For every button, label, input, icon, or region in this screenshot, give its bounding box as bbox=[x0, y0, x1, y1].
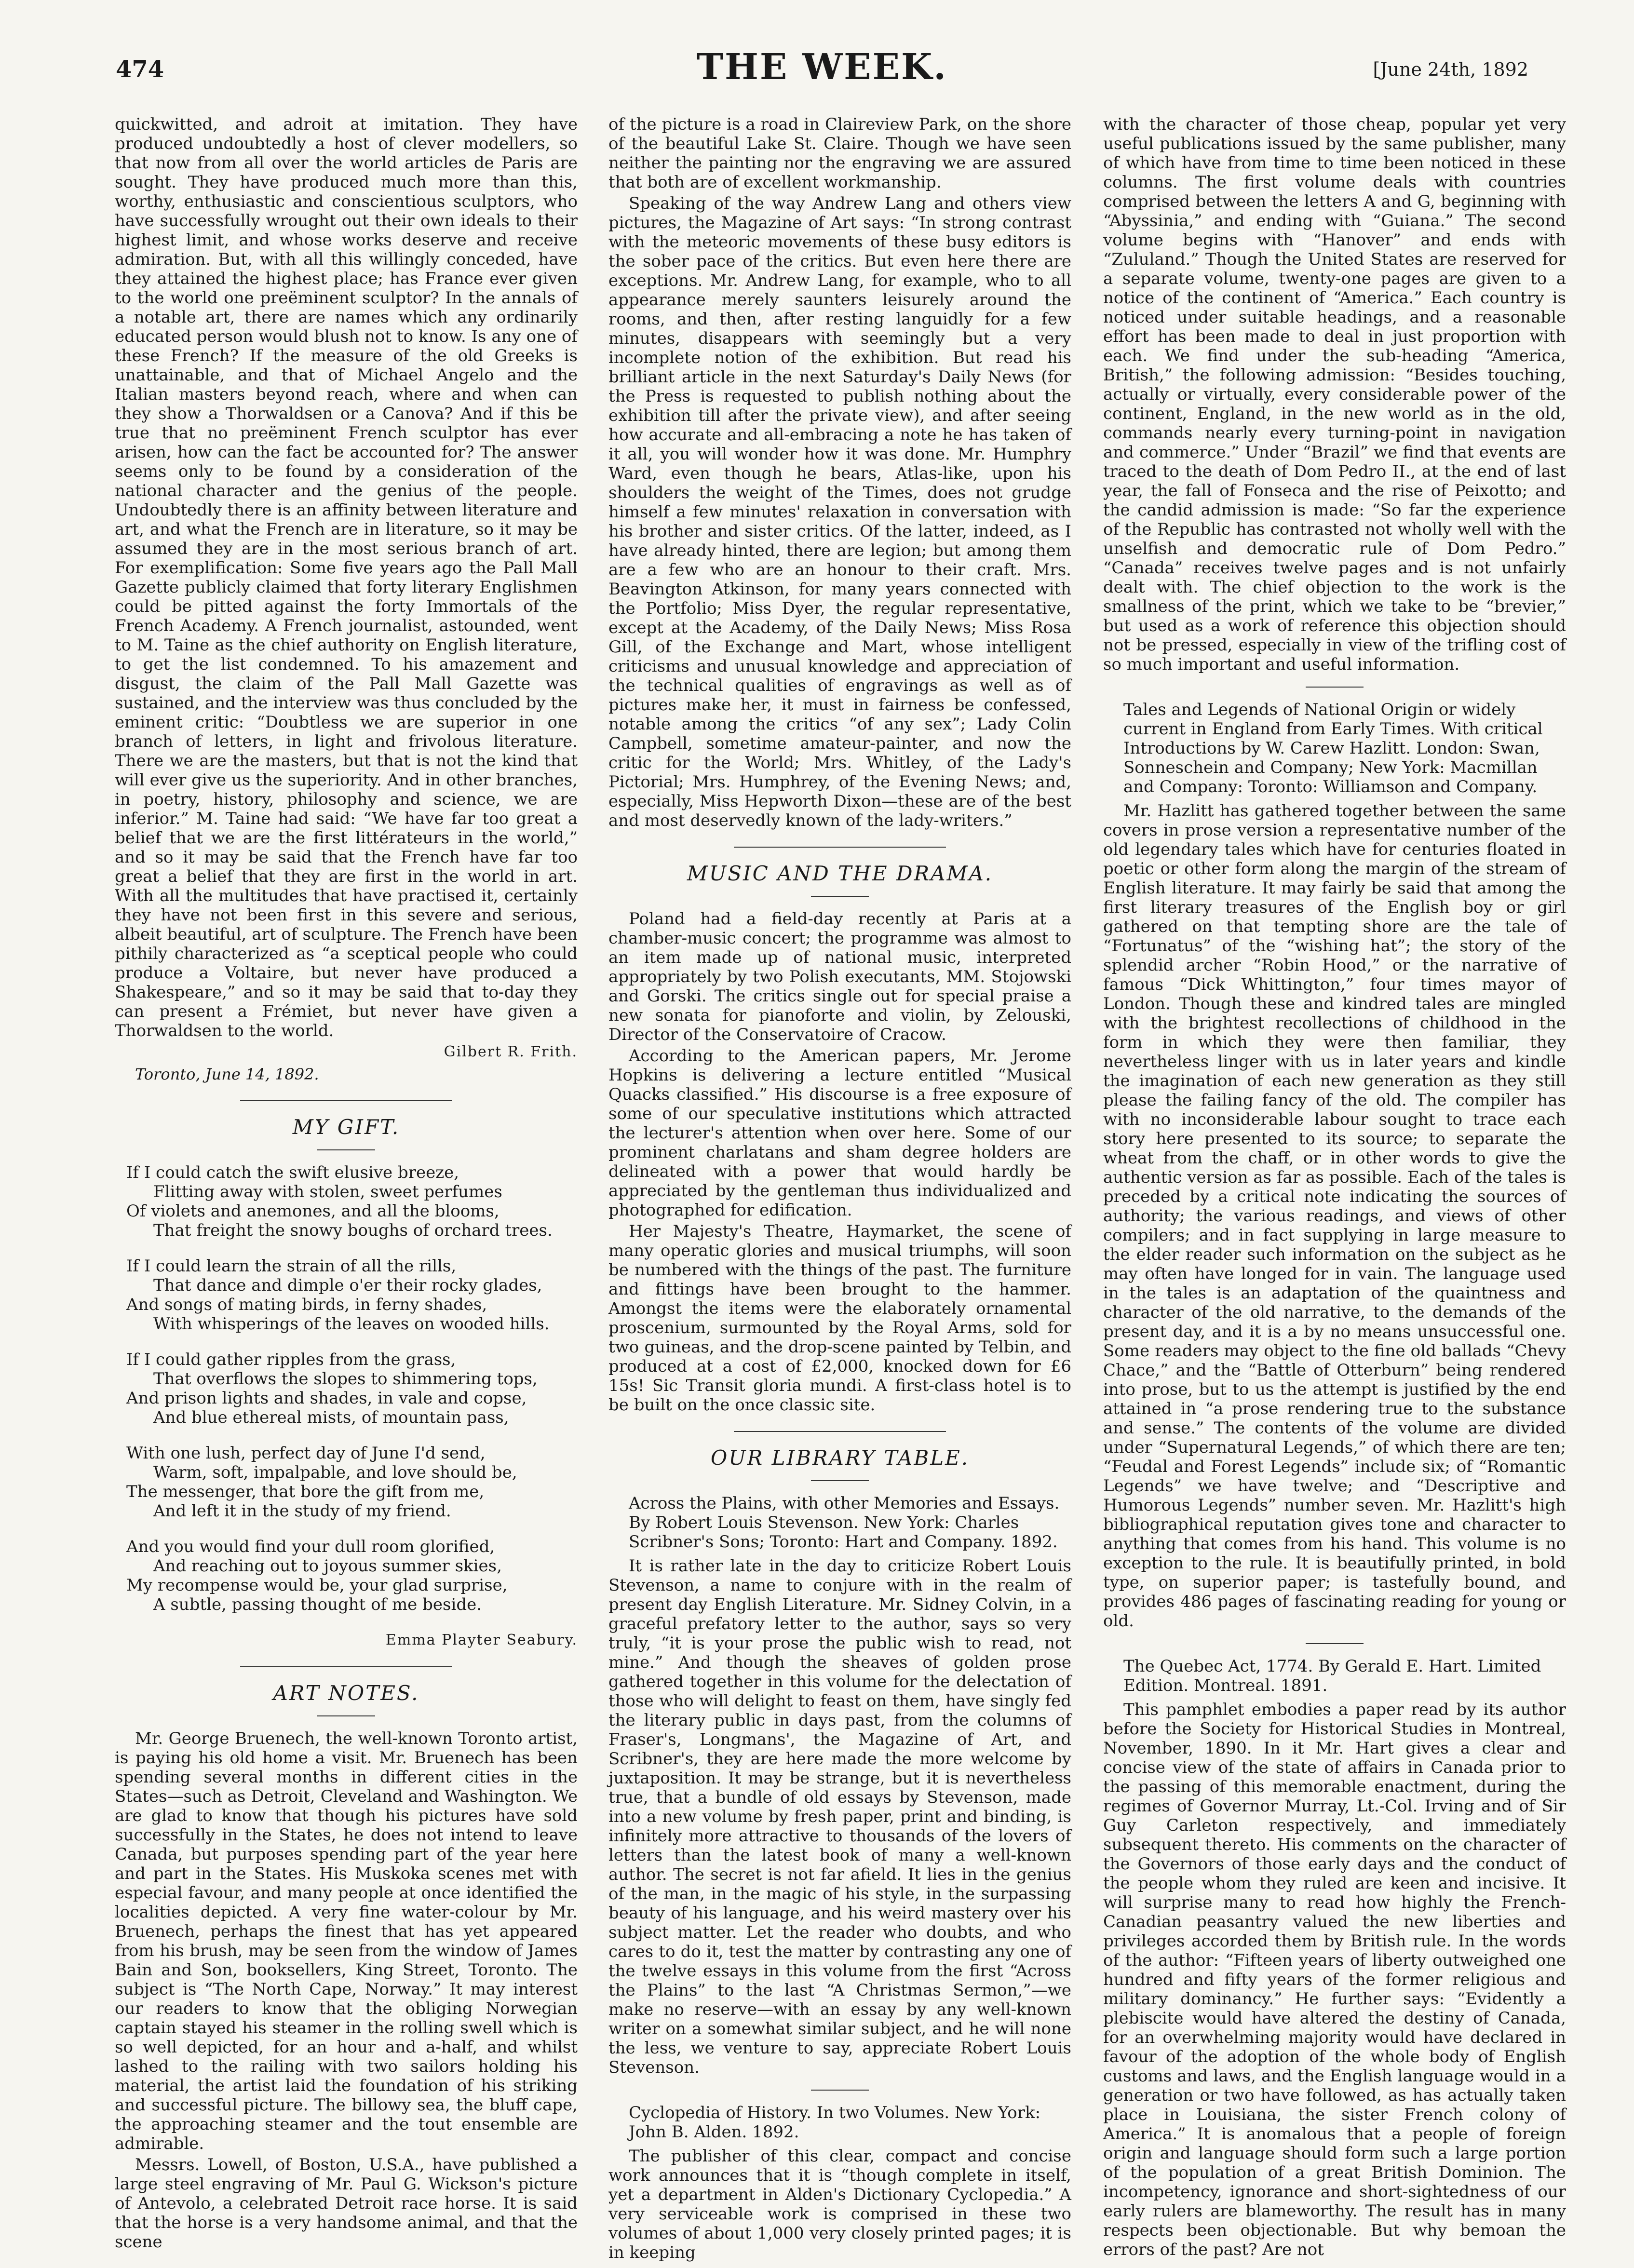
dateline: Toronto, June 14, 1892. bbox=[135, 1065, 319, 1083]
book-title: Across the Plains, with other Memories and Essays. bbox=[629, 1494, 1060, 1513]
verse-line: Flitting away with stolen, sweet perfumes bbox=[153, 1182, 502, 1202]
divider bbox=[1306, 687, 1364, 688]
verse-line: If I could gather ripples from the grass, bbox=[126, 1350, 456, 1369]
divider bbox=[317, 1149, 375, 1150]
column-1 bbox=[115, 115, 578, 2252]
column-2 bbox=[608, 115, 1071, 2262]
book-details: By Robert Louis Stevenson. New York: Charles Scribner's Sons; Toronto: Hart and Company. 1892. bbox=[629, 1513, 1058, 1552]
verse-line: And you would find your dull room glorified, bbox=[126, 1537, 495, 1556]
paragraph: of the picture is a road in Claireview Park, on the shore of the beautiful Lake St. Claire. Though we have seen neither the painting nor the engraving we are assured that both are of excellent workmanship. bbox=[608, 115, 1071, 192]
paragraph: Mr. George Bruenech, the well-known Toronto artist, is paying his old home a visit. Mr. Bruenech has been spending several months in different cities in the States—such as Detroit, Cleveland and Washington. We are glad to know that though his pictures have sold successfully in the States, he does not intend to leave Canada, but purposes spending part of the year here and part in the States. His Muskoka scenes met with especial favour, and many people at once identified the localities depicted. A very fine water-colour by Mr. Bruenech, perhaps the finest that has yet appeared from his brush, may be seen from the window of James Bain and Son, booksellers, King Street, Toronto. The subject is “The North Cape, Norway.” It may interest our readers to know that the obliging Norwegian captain stayed his steamer in the rolling swell which is so well depicted, for an hour and a-half, and whilst lashed to the railing with two sailors holding his material, the artist laid the foundation of his striking and successful picture. The billowy sea, the bluff cape, the approaching steamer and the tout ensemble are admirable. bbox=[115, 1729, 578, 2153]
stanza bbox=[126, 1350, 578, 1427]
stanza bbox=[126, 1163, 578, 1240]
stanza bbox=[126, 1537, 578, 1614]
book-details: With critical Introductions by W. Carew Hazlitt. London: Swan, Sonneschein and Company; New York: Macmillan and Company: Toronto: Williamson and Company. bbox=[1123, 719, 1543, 796]
book-details: By Gerald E. Hart. Limited Edition. Montreal. 1891. bbox=[1123, 1657, 1541, 1695]
poem-title: MY GIFT. bbox=[292, 1115, 400, 1139]
divider bbox=[317, 1715, 375, 1716]
verse-line: And reaching out to joyous summer skies, bbox=[153, 1556, 502, 1576]
book-citation bbox=[1103, 700, 1566, 796]
stanza bbox=[126, 1444, 578, 1521]
verse-line: That overflows the slopes to shimmering tops, bbox=[153, 1369, 538, 1389]
book-citation bbox=[608, 1494, 1071, 1552]
paragraph: Her Majesty's Theatre, Haymarket, the scene of many operatic glories and musical triumphs, will soon be numbered with the things of the past. The furniture and fittings have been brought to the hammer. Amongst the items were the elaborately ornamental proscenium, surmounted by the Royal Arms, sold for two guineas, and the drop-scene painted by Telbin, and produced at a cost of £2,000, knocked down for £6 15s! Sic Transit gloria mundi. A first-class hotel is to be built on the once classic site. bbox=[608, 1222, 1071, 1415]
review-paragraph: It is rather late in the day to criticize Robert Louis Stevenson, a name to conjure with in the realm of present day English Literature. Mr. Sidney Colvin, in a graceful prefatory letter to the author, says so very truly, “it is your prose the public wish to read, not mine.” And though the sheaves of golden prose gathered together in this volume for the delectation of those who will delight to feast on them, have singly fed the literary public in days past, from the columns of Fraser's, Longmans', the Magazine of Art, and Scribner's, they are here made the more welcome by juxtaposition. It may be strange, but it is nevertheless true, that a bundle of old essays by Stevenson, made into a new volume by fresh paper, print and binding, is infinitely more attractive to thousands of the lovers of letters than the latest book of many a well-known author. The secret is not far afield. It lies in the genius of the man, in the magic of his style, in the surpassing beauty of his language, and his weird mastery over his subject matter. Let the reader who doubts, and who cares to do it, test the matter by contrasting any one of the twelve essays in this volume from the first “Across the Plains” to the last “A Christmas Sermon,”—we make no reserve—with an essay by any well-known writer on a somewhat similar subject, and he will none the less, we venture to say, appreciate Robert Louis Stevenson. bbox=[608, 1556, 1071, 2077]
book-citation bbox=[1103, 1657, 1566, 1695]
review-paragraph: This pamphlet embodies a paper read by its author before the Society for Historical Studies in Montreal, November, 1890. In it Mr. Hart gives a clear and concise view of the state of affairs in Canada prior to the passing of this memorable enactment, during the regimes of Governor Murray, Lt.-Col. Irving and of Sir Guy Carleton respectively, and immediately subsequent thereto. His comments on the character of the Governors of those early days and the conduct of the people whom they ruled are keen and incisive. It will surprise many to read how highly the French-Canadian peasantry valued the new liberties and privileges accorded them by British rule. In the words of the author: “Fifteen years of liberty outweighed one hundred and fifty years of the former religious and military dominancy.” He further says: “Evidently a plebiscite would have altered the destiny of Canada, for an overwhelming majority would have declared in favour of the adoption of the whole body of English customs and laws, and the English language would in a generation or two have followed, as has actually taken place in Louisiana, the sister French colony of America.” It is anomalous that a people of foreign origin and language should form such a large portion of the population of a great British Dominion. The incompetency, ignorance and short-sightedness of our early rulers are blameworthy. The result has in many respects been objectionable. But why bemoan the errors of the past? Are not bbox=[1103, 1700, 1566, 2259]
review-paragraph: The publisher of this clear, compact and concise work announces that it is “though complete in itself, yet a department in Alden's Dictionary Cyclopedia.” A very serviceable work is comprised in these two volumes of about 1,000 very closely printed pages; it is in keeping bbox=[608, 2146, 1071, 2262]
paragraph: Speaking of the way Andrew Lang and others view pictures, the Magazine of Art says: “In strong contrast with the meteoric movements of these busy editors is the sober pace of the critics. But even here there are exceptions. Mr. Andrew Lang, for example, who to all appearance merely saunters leisurely around the rooms, and then, after resting languidly for a few minutes, disappears with seemingly but a very incomplete notion of the exhibition. But read his brilliant article in the next Saturday's Daily News (for the Press is requested to publish nothing about the exhibition till after the private view), and after seeing how accurate and all-embracing a note he has taken of it all, you will wonder how it was done. Mr. Humphry Ward, even though he bears, Atlas-like, upon his shoulders the weight of the Times, does not grudge himself a few minutes' relaxation in conversation with his brother and sister critics. Of the latter, indeed, as I have already hinted, there are legion; but among them are a few who are an honour to their craft. Mrs. Beavington Atkinson, for many years connected with the Portfolio; Miss Dyer, the regular representative, except at the Academy, of the Daily News; Miss Rosa Gill, of the Exchange and Mart, whose intelligent criticisms and unusual knowledge and appreciation of the technical qualities of engravings as well as of pictures make her, it must in fairness be confessed, notable among the critics “of any sex”; Lady Colin Campbell, sometime amateur-painter, and now the critic for the World; Mrs. Whitley, of the Lady's Pictorial; Mrs. Humphrey, of the Evening News; and, especially, Miss Hepworth Dixon—these are of the best and most deservedly known of the lady-writers.” bbox=[608, 194, 1071, 830]
masthead-title: THE WEEK. bbox=[696, 46, 948, 88]
verse-line: Of violets and anemones, and all the blooms, bbox=[126, 1202, 500, 1221]
column-3 bbox=[1103, 115, 1566, 2259]
divider bbox=[811, 896, 869, 897]
section-heading-music-drama: MUSIC AND THE DRAMA. bbox=[687, 862, 993, 885]
paragraph: According to the American papers, Mr. Jerome Hopkins is delivering a lecture entitled “Musical Quacks classified.” His discourse is a free exposure of some of our speculative institutions which attracted the lecturer's attention when over here. Some of our prominent charlatans and sham degree holders are delineated with a power that would hardly be appreciated by the gentleman thus individualized and photographed for edification. bbox=[608, 1046, 1071, 1220]
paragraph: Poland had a field-day recently at Paris at a chamber-music concert; the programme was almost to an item made up of national music, interpreted appropriately by two Polish executants, MM. Stojowski and Gorski. The critics single out for special praise a new sonata for pianoforte and violin, by Zelouski, Director of the Conservatoire of Cracow. bbox=[608, 909, 1071, 1044]
author-signature: Gilbert R. Frith. bbox=[444, 1043, 578, 1060]
review-paragraph: with the character of those cheap, popular yet very useful publications issued by the same publisher, many of which have from time to time been noticed in these columns. The first volume deals with countries comprised between the letters A and G, beginning with “Abyssinia,” and ending with “Guiana.” The second volume begins with “Hanover” and ends with “Zululand.” Though the United States are reserved for a separate volume, twenty-one pages are given to a notice of the continent of “America.” Each country is noticed under suitable headings, and a reasonable effort has been made to deal in just proportion with each. We find under the sub-heading “America, British,” the following admission: “Besides touching, actually or virtually, every considerable power of the continent, England, in the new world as in the old, commands nearly every turning-point in navigation and commerce.” Under “Brazil” we find that events are traced to the death of Dom Pedro II., at the end of last year, the fall of Fonseca and the rise of Peixotto; and the candid admission is made: “So far the experience of the Republic has contrasted not wholly well with the unselfish and democratic rule of Dom Pedro.” “Canada” receives twelve pages and is not unfairly dealt with. The chief objection to the work is the smallness of the print, which we take to be “brevier,” but used as a work of reference this objection should not be pressed, especially in view of the trifling cost of so much important and useful information. bbox=[1103, 115, 1566, 674]
verse-line: And prison lights and shades, in vale and copse, bbox=[126, 1389, 527, 1408]
verse-line: If I could learn the strain of all the rills, bbox=[126, 1256, 457, 1276]
book-title: Tales and Legends of National Origin or widely current in England from Early Times. bbox=[1123, 700, 1516, 739]
verse-line: That freight the snowy boughs of orchard trees. bbox=[153, 1221, 553, 1240]
verse-line: That dance and dimple o'er their rocky glades, bbox=[153, 1276, 542, 1295]
review-paragraph: Mr. Hazlitt has gathered together between the same covers in prose version a representative number of the old legendary tales which have for centuries floated in poetic or other form along the margin of the stream of English literature. It may fairly be said that among the first literary treasures of the English boy or girl gathered on that tempting shore are the tale of “Fortunatus” of the “wishing hat”; the story of the splendid archer “Robin Hood,” or the narrative of famous “Dick Whittington,” four times mayor of London. Though these and kindred tales are mingled with the brightest recollections of childhood in the form in which they were then familiar, they nevertheless linger with us in later years and kindle the imagination of each new generation as they still please the failing fancy of the old. The compiler has with no inconsiderable labour sought to trace each story here presented to its source; to separate the wheat from the chaff, or in other words to give the authentic version as far as possible. Each of the tales is preceded by a critical note indicating the sources of authority; the various readings, and views of other compilers; and in fact supplying in large measure to the elder reader such information on the subject as he may often have longed for in vain. The language used in the tales is an adaptation of the quaintness and character of the old narrative, to the demands of the present day, and it is a by no means unsuccessful one. Some readers may object to the fine old ballads “Chevy Chace,” and the “Battle of Otterburn” being rendered into prose, but to us the attempt is justified by the end attained in “a prose rendering true to the substance and sense.” The contents of the volume are divided under “Supernatural Legends,” of which there are ten; “Feudal and Forest Legends” include six; of “Romantic Legends” we have twelve; and “Descriptive and Humorous Legends” number seven. Mr. Hazlitt's high bibliographical reputation gives tone and character to anything that comes from his hand. This volume is no exception to the rule. It is beautifully printed, in bold type, on superior paper; is tastefully bound, and provides 486 pages of fascinating reading for young or old. bbox=[1103, 801, 1566, 1631]
verse-line: If I could catch the swift elusive breeze, bbox=[126, 1163, 459, 1182]
verse-line: And blue ethereal mists, of mountain pass, bbox=[153, 1408, 509, 1427]
book-title: The Quebec Act, 1774. bbox=[1123, 1657, 1313, 1676]
book-title: Cyclopedia of History. bbox=[629, 2103, 811, 2122]
verse-line: And left it in the study of my friend. bbox=[153, 1501, 451, 1521]
verse-line: With one lush, perfect day of June I'd send, bbox=[126, 1444, 486, 1463]
book-details: In two Volumes. New York: John B. Alden. 1892. bbox=[629, 2103, 1041, 2142]
verse-line: A subtle, passing thought of me beside. bbox=[153, 1595, 482, 1614]
verse-line: The messenger, that bore the gift from me, bbox=[126, 1482, 485, 1501]
poet-signature: Emma Playter Seabury. bbox=[385, 1632, 578, 1648]
article-continuation: quickwitted, and adroit at imitation. They have produced undoubtedly a host of clever modellers, so that now from all over the world articles de Paris are sought. They have produced much more than this, worthy, enthusiastic and conscientious sculptors, who have successfully wrought out their own ideals to their highest limit, and whose works deserve and receive admiration. But, with all this willingly conceded, have they attained the highest place; has France ever given to the world one preëminent sculptor? In the annals of a notable art, there are names which any ordinarily educated person would blush not to know. Is any one of these French? If the measure of the old Greeks is unattainable, and that of Michael Angelo and the Italian masters beyond reach, where and when can they show a Thorwaldsen or a Canova? And if this be true that no preëminent French sculptor has ever arisen, how can the fact be accounted for? The answer seems only to be found by a consideration of the national character and the genius of the people. Undoubtedly there is an affinity between literature and art, and what the French are in literature, so it may be assumed they are in the most serious branch of art. For exemplification: Some five years ago the Pall Mall Gazette publicly claimed that forty literary Englishmen could be pitted against the forty Immortals of the French Academy. A French journalist, astounded, went to M. Taine as the chief authority on English literature, to get the list condemned. To his amazement and disgust, the claim of the Pall Mall Gazette was sustained, and the interview was thus concluded by the eminent critic: “Doubtless we are superior in one branch of letters, in light and frivolous literature. There we are the masters, but that is not the kind that will ever give us the superiority. And in other branches, in poetry, history, philosophy and science, we are inferior.” M. Taine had said: “We have far too great a belief that we are the first littérateurs in the world,” and so it may be said that the French have far too great a belief that they are first in the world in art. With all the multitudes that have practised it, certainly they have not been first in this severe and serious, albeit beautiful, art of sculpture. The French have been pithily characterized as “a sceptical people who could produce a Voltaire, but never have produced a Shakespeare,” and so it may be said that to-day they can present a Frémiet, but never have given a Thorwaldsen to the world. bbox=[115, 115, 578, 1040]
divider bbox=[734, 847, 946, 848]
stanza bbox=[126, 1256, 578, 1334]
issue-date: [June 24th, 1892 bbox=[1373, 59, 1528, 80]
verse-line: And songs of mating birds, in ferny shades, bbox=[126, 1295, 487, 1314]
poem bbox=[115, 1163, 578, 1614]
divider bbox=[811, 2090, 869, 2091]
divider bbox=[811, 1480, 869, 1481]
divider bbox=[240, 1666, 452, 1667]
verse-line: With whisperings of the leaves on wooded hills. bbox=[153, 1314, 550, 1334]
page-header bbox=[116, 46, 1528, 99]
book-citation bbox=[608, 2103, 1071, 2142]
divider bbox=[240, 1100, 452, 1101]
verse-line: Warm, soft, impalpable, and love should be, bbox=[153, 1463, 517, 1482]
page-number: 474 bbox=[116, 56, 164, 83]
divider bbox=[1306, 1643, 1364, 1644]
section-heading-art-notes: ART NOTES. bbox=[273, 1681, 419, 1705]
divider bbox=[734, 1431, 946, 1432]
section-heading-library-table: OUR LIBRARY TABLE. bbox=[710, 1446, 970, 1470]
paragraph: Messrs. Lowell, of Boston, U.S.A., have published a large steel engraving of Mr. Paul G. Wickson's picture of Antevolo, a celebrated Detroit race horse. It is said that the horse is a very handsome animal, and that the scene bbox=[115, 2155, 578, 2252]
verse-line: My recompense would be, your glad surprise, bbox=[126, 1576, 508, 1595]
